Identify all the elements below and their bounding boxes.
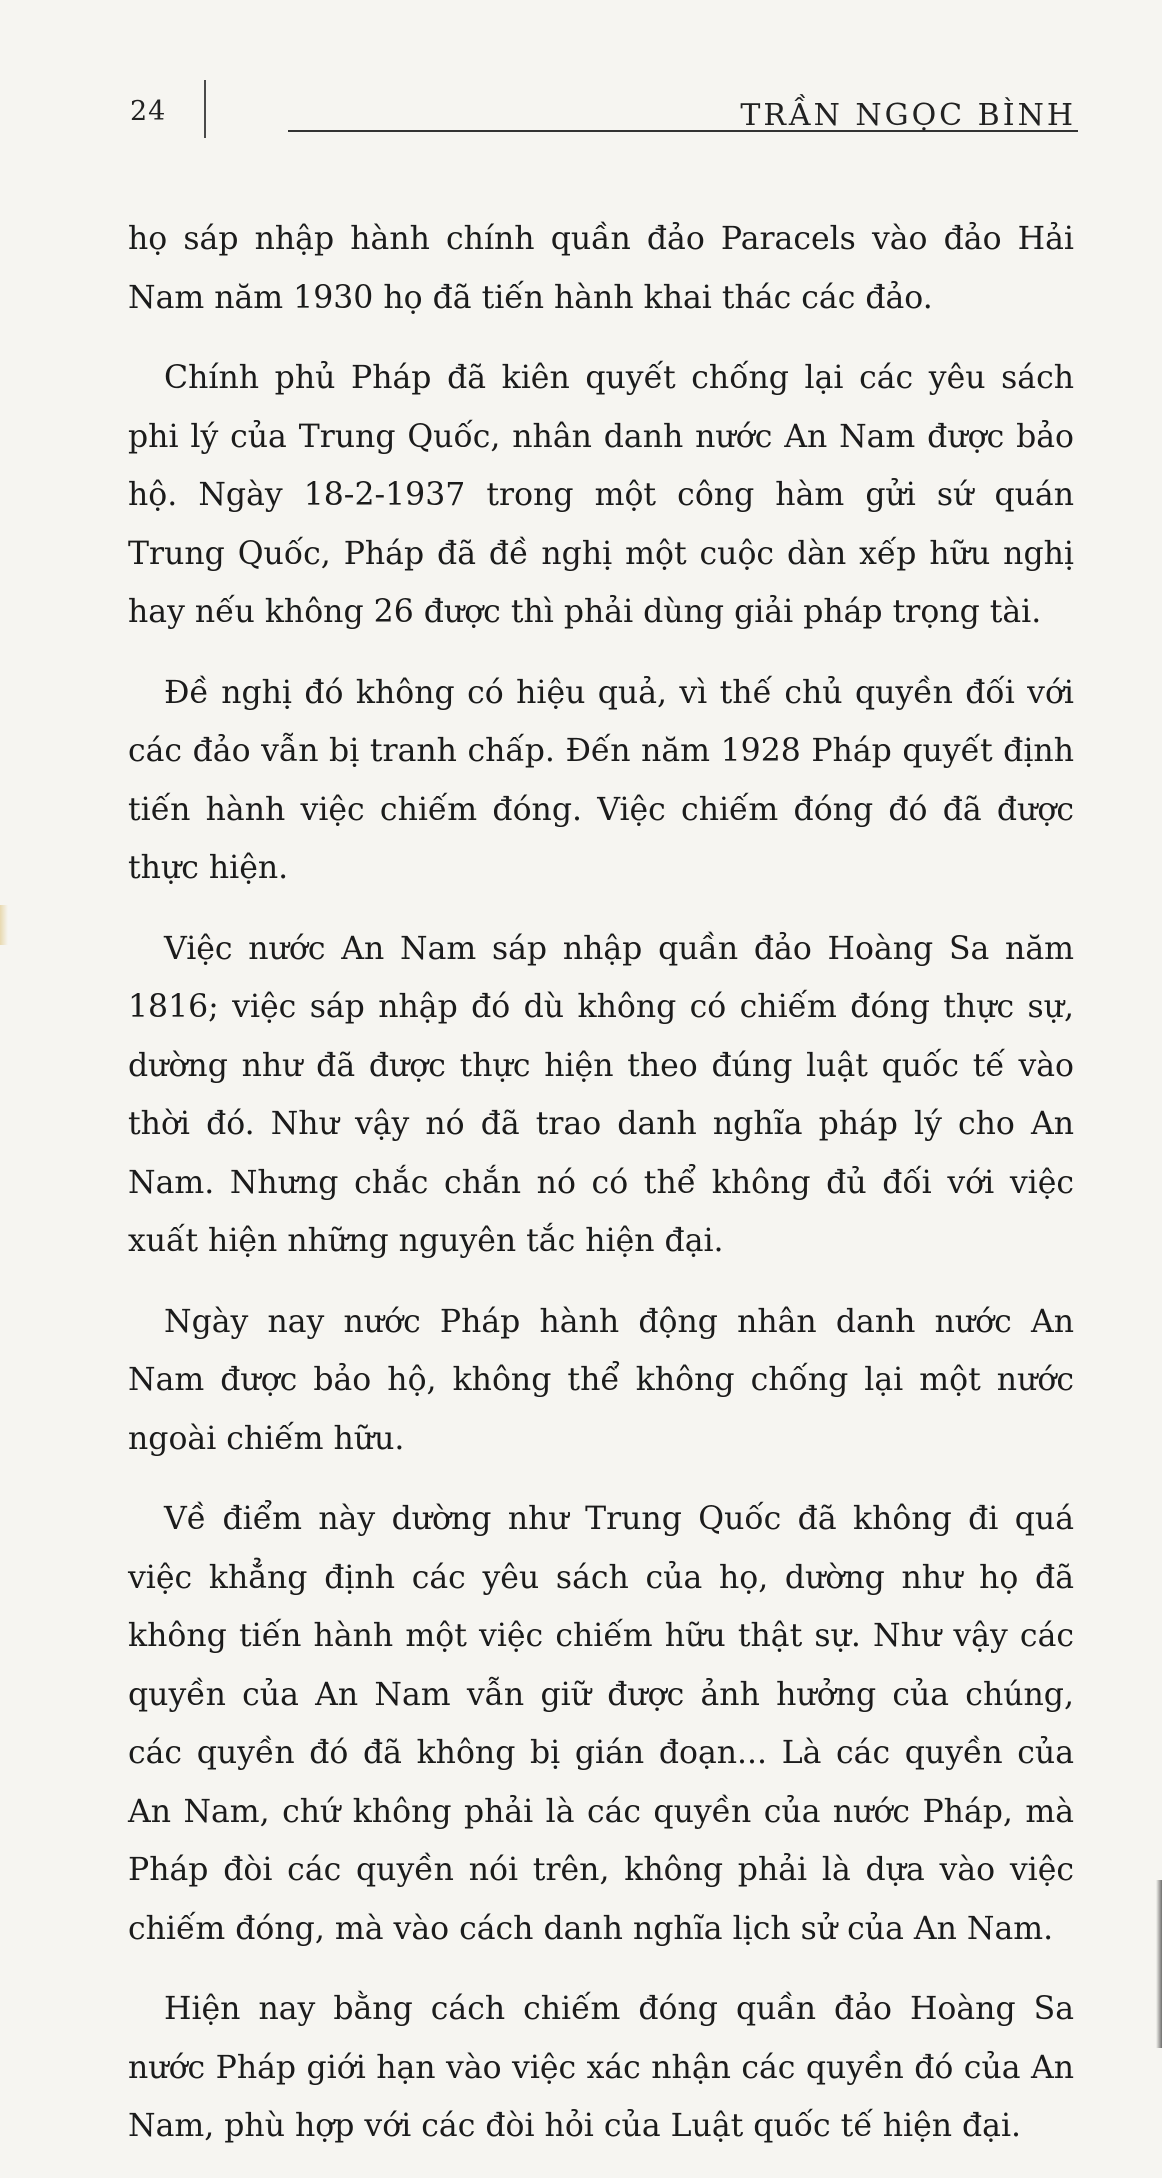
- running-header: [0, 0, 1162, 150]
- running-header-author: TRẦN NGỌC BÌNH: [740, 98, 1076, 133]
- paragraph-2: Chính phủ Pháp đã kiên quyết chống lại các yêu sách phi lý của Trung Quốc, nhân danh nước An Nam được bảo hộ. Ngày 18-2-1937 trong một công hàm gửi sứ quán Trung Quốc, Pháp đã đề nghị một cuộc dàn xếp hữu nghị hay nếu không 26 được thì phải dùng giải pháp trọng tài.: [128, 360, 1074, 630]
- page-number: 24: [130, 96, 167, 127]
- paragraph-5: Ngày nay nước Pháp hành động nhân danh nước An Nam được bảo hộ, không thể không chống lại một nước ngoài chiếm hữu.: [128, 1303, 1074, 1457]
- page-edge-shadow: [1156, 1880, 1162, 2048]
- header-divider: [204, 80, 206, 138]
- paragraph-1: họ sáp nhập hành chính quần đảo Paracels vào đảo Hải Nam năm 1930 họ đã tiến hành khai thác các đảo.: [128, 221, 1074, 316]
- body-text: [128, 210, 1074, 2178]
- page-edge-mark: [0, 905, 8, 945]
- paragraph-7: Hiện nay bằng cách chiếm đóng quần đảo Hoàng Sa nước Pháp giới hạn vào việc xác nhận các quyền đó của An Nam, phù hợp với các đòi hỏi của Luật quốc tế hiện đại.: [128, 1991, 1074, 2144]
- paragraph-6: Về điểm này dường như Trung Quốc đã không đi quá việc khẳng định các yêu sách của họ, dường như họ đã không tiến hành một việc chiếm hữu thật sự. Như vậy các quyền của An Nam vẫn giữ được ảnh hưởng của chúng, các quyền đó đã không bị gián đoạn... Là các quyền của An Nam, chứ không phải là các quyền của nước Pháp, mà Pháp đòi các quyền nói trên, không phải là dựa vào việc chiếm đóng, mà vào cách danh nghĩa lịch sử của An Nam.: [128, 1501, 1074, 1947]
- paragraph-3: Đề nghị đó không có hiệu quả, vì thế chủ quyền đối với các đảo vẫn bị tranh chấp. Đến năm 1928 Pháp quyết định tiến hành việc chiếm đóng. Việc chiếm đóng đó đã được thực hiện.: [128, 674, 1074, 886]
- paragraph-4: Việc nước An Nam sáp nhập quần đảo Hoàng Sa năm 1816; việc sáp nhập đó dù không có chiếm đóng thực sự, dường như đã được thực hiện theo đúng luật quốc tế vào thời đó. Như vậy nó đã trao danh nghĩa pháp lý cho An Nam. Nhưng chắc chắn nó có thể không đủ đối với việc xuất hiện những nguyên tắc hiện đại.: [128, 930, 1074, 1259]
